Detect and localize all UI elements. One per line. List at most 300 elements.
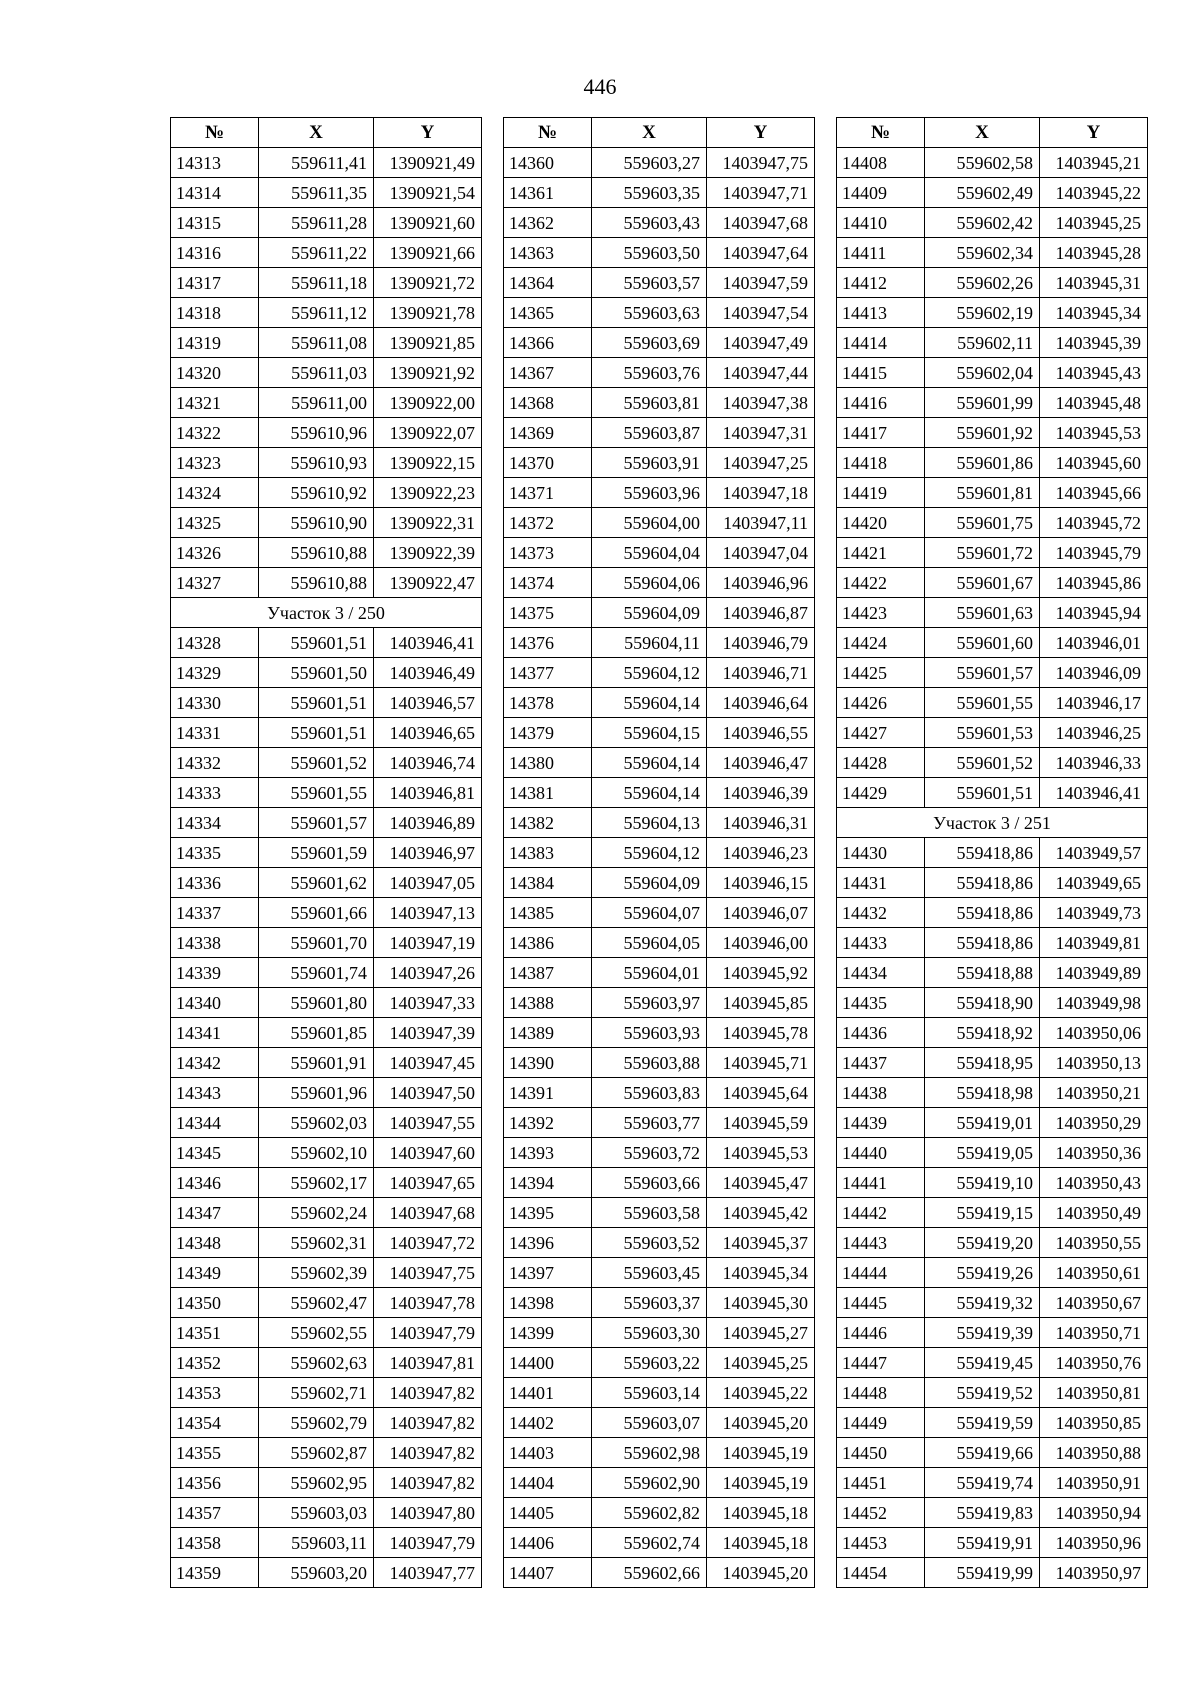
point-number: 14343 <box>171 1078 259 1108</box>
coord-y: 1403947,05 <box>374 868 482 898</box>
point-number: 14414 <box>837 328 925 358</box>
table-row <box>837 958 1148 988</box>
table-row <box>837 568 1148 598</box>
coord-y: 1403945,18 <box>707 1528 815 1558</box>
table-row <box>837 898 1148 928</box>
table-row <box>171 958 482 988</box>
coord-y: 1390921,66 <box>374 238 482 268</box>
table-row <box>504 328 815 358</box>
point-number: 14407 <box>504 1558 592 1588</box>
coord-y: 1403950,61 <box>1040 1258 1148 1288</box>
table-row <box>837 268 1148 298</box>
point-number: 14412 <box>837 268 925 298</box>
table-row <box>171 658 482 688</box>
point-number: 14366 <box>504 328 592 358</box>
coord-x: 559611,35 <box>259 178 374 208</box>
coord-x: 559601,51 <box>259 718 374 748</box>
coord-x: 559610,92 <box>259 478 374 508</box>
coord-x: 559601,74 <box>259 958 374 988</box>
coord-x: 559611,41 <box>259 148 374 178</box>
table-row <box>171 1078 482 1108</box>
point-number: 14340 <box>171 988 259 1018</box>
coord-x: 559603,07 <box>592 1408 707 1438</box>
point-number: 14397 <box>504 1258 592 1288</box>
table-row <box>171 628 482 658</box>
table-header-row <box>504 118 815 148</box>
section-row <box>171 598 482 628</box>
table-row <box>504 298 815 328</box>
coord-y: 1403945,18 <box>707 1498 815 1528</box>
table-row <box>837 1498 1148 1528</box>
coord-y: 1403947,39 <box>374 1018 482 1048</box>
table-row <box>837 1408 1148 1438</box>
point-number: 14338 <box>171 928 259 958</box>
coord-x: 559602,24 <box>259 1198 374 1228</box>
coord-y: 1403950,88 <box>1040 1438 1148 1468</box>
table-row <box>837 1468 1148 1498</box>
point-number: 14315 <box>171 208 259 238</box>
point-number: 14451 <box>837 1468 925 1498</box>
point-number: 14405 <box>504 1498 592 1528</box>
point-number: 14401 <box>504 1378 592 1408</box>
table-row <box>171 1168 482 1198</box>
coord-x: 559419,52 <box>925 1378 1040 1408</box>
point-number: 14434 <box>837 958 925 988</box>
table-row <box>504 868 815 898</box>
coord-x: 559419,83 <box>925 1498 1040 1528</box>
point-number: 14333 <box>171 778 259 808</box>
point-number: 14418 <box>837 448 925 478</box>
coord-y: 1390922,15 <box>374 448 482 478</box>
coord-y: 1390921,85 <box>374 328 482 358</box>
table-row <box>171 418 482 448</box>
table-row <box>171 568 482 598</box>
point-number: 14362 <box>504 208 592 238</box>
table-row <box>171 718 482 748</box>
coord-x: 559603,72 <box>592 1138 707 1168</box>
table-row <box>171 1138 482 1168</box>
coord-y: 1403947,65 <box>374 1168 482 1198</box>
point-number: 14450 <box>837 1438 925 1468</box>
coord-y: 1403947,25 <box>707 448 815 478</box>
table-row <box>171 1408 482 1438</box>
coord-x: 559602,49 <box>925 178 1040 208</box>
table-row <box>171 868 482 898</box>
point-number: 14365 <box>504 298 592 328</box>
coord-x: 559603,50 <box>592 238 707 268</box>
table-row <box>837 1348 1148 1378</box>
coord-y: 1403946,81 <box>374 778 482 808</box>
coord-y: 1403945,53 <box>707 1138 815 1168</box>
coord-y: 1403946,89 <box>374 808 482 838</box>
coord-x: 559604,06 <box>592 568 707 598</box>
point-number: 14408 <box>837 148 925 178</box>
point-number: 14423 <box>837 598 925 628</box>
coord-y: 1390921,49 <box>374 148 482 178</box>
table-row <box>504 1558 815 1588</box>
coord-y: 1403946,74 <box>374 748 482 778</box>
header-number: № <box>837 118 925 148</box>
coord-x: 559419,05 <box>925 1138 1040 1168</box>
coord-x: 559602,71 <box>259 1378 374 1408</box>
point-number: 14356 <box>171 1468 259 1498</box>
point-number: 14367 <box>504 358 592 388</box>
coord-x: 559601,59 <box>259 838 374 868</box>
point-number: 14430 <box>837 838 925 868</box>
point-number: 14369 <box>504 418 592 448</box>
coord-y: 1403950,71 <box>1040 1318 1148 1348</box>
point-number: 14328 <box>171 628 259 658</box>
section-title: Участок 3 / 251 <box>837 808 1148 838</box>
point-number: 14320 <box>171 358 259 388</box>
coord-y: 1403946,57 <box>374 688 482 718</box>
point-number: 14355 <box>171 1438 259 1468</box>
coord-x: 559418,90 <box>925 988 1040 1018</box>
point-number: 14348 <box>171 1228 259 1258</box>
coord-y: 1403947,26 <box>374 958 482 988</box>
point-number: 14384 <box>504 868 592 898</box>
point-number: 14363 <box>504 238 592 268</box>
coord-x: 559603,81 <box>592 388 707 418</box>
coord-x: 559418,88 <box>925 958 1040 988</box>
point-number: 14449 <box>837 1408 925 1438</box>
coord-x: 559601,96 <box>259 1078 374 1108</box>
table-row <box>171 148 482 178</box>
coord-y: 1403945,79 <box>1040 538 1148 568</box>
coord-x: 559603,22 <box>592 1348 707 1378</box>
point-number: 14391 <box>504 1078 592 1108</box>
point-number: 14336 <box>171 868 259 898</box>
point-number: 14352 <box>171 1348 259 1378</box>
coord-x: 559419,91 <box>925 1528 1040 1558</box>
table-row <box>837 688 1148 718</box>
point-number: 14378 <box>504 688 592 718</box>
coord-x: 559603,27 <box>592 148 707 178</box>
header-x: X <box>592 118 707 148</box>
coord-y: 1403946,33 <box>1040 748 1148 778</box>
table-row <box>504 808 815 838</box>
coord-y: 1403946,65 <box>374 718 482 748</box>
coord-y: 1403945,30 <box>707 1288 815 1318</box>
point-number: 14394 <box>504 1168 592 1198</box>
coord-y: 1390922,00 <box>374 388 482 418</box>
coord-x: 559603,97 <box>592 988 707 1018</box>
coord-y: 1403950,36 <box>1040 1138 1148 1168</box>
coord-y: 1403945,59 <box>707 1108 815 1138</box>
point-number: 14445 <box>837 1288 925 1318</box>
table-row <box>504 388 815 418</box>
coord-y: 1403946,47 <box>707 748 815 778</box>
coord-y: 1403947,18 <box>707 478 815 508</box>
coord-y: 1403947,49 <box>707 328 815 358</box>
coord-x: 559419,10 <box>925 1168 1040 1198</box>
point-number: 14313 <box>171 148 259 178</box>
coord-y: 1390922,07 <box>374 418 482 448</box>
table-row <box>504 1408 815 1438</box>
coord-x: 559602,79 <box>259 1408 374 1438</box>
coord-y: 1403945,78 <box>707 1018 815 1048</box>
coord-x: 559601,92 <box>925 418 1040 448</box>
coord-x: 559602,90 <box>592 1468 707 1498</box>
coord-x: 559602,66 <box>592 1558 707 1588</box>
point-number: 14454 <box>837 1558 925 1588</box>
point-number: 14413 <box>837 298 925 328</box>
point-number: 14442 <box>837 1198 925 1228</box>
table-row <box>171 1558 482 1588</box>
coord-y: 1403947,78 <box>374 1288 482 1318</box>
point-number: 14361 <box>504 178 592 208</box>
coord-y: 1403950,49 <box>1040 1198 1148 1228</box>
point-number: 14388 <box>504 988 592 1018</box>
coord-y: 1403950,91 <box>1040 1468 1148 1498</box>
coord-x: 559602,74 <box>592 1528 707 1558</box>
table-row <box>837 868 1148 898</box>
coord-x: 559602,04 <box>925 358 1040 388</box>
coord-x: 559602,03 <box>259 1108 374 1138</box>
point-number: 14347 <box>171 1198 259 1228</box>
coord-x: 559601,72 <box>925 538 1040 568</box>
table-row <box>504 358 815 388</box>
coord-y: 1403945,43 <box>1040 358 1148 388</box>
coord-y: 1403947,60 <box>374 1138 482 1168</box>
point-number: 14392 <box>504 1108 592 1138</box>
table-row <box>837 508 1148 538</box>
coord-x: 559610,96 <box>259 418 374 448</box>
coord-x: 559604,12 <box>592 838 707 868</box>
point-number: 14389 <box>504 1018 592 1048</box>
coord-y: 1403945,20 <box>707 1558 815 1588</box>
header-x: X <box>925 118 1040 148</box>
coord-y: 1403947,82 <box>374 1378 482 1408</box>
table-row <box>171 1108 482 1138</box>
coord-x: 559604,13 <box>592 808 707 838</box>
coord-x: 559603,69 <box>592 328 707 358</box>
coord-x: 559604,00 <box>592 508 707 538</box>
table-row <box>504 838 815 868</box>
point-number: 14335 <box>171 838 259 868</box>
coord-y: 1403947,72 <box>374 1228 482 1258</box>
table-row <box>171 358 482 388</box>
table-row <box>504 958 815 988</box>
point-number: 14350 <box>171 1288 259 1318</box>
coord-y: 1403945,25 <box>1040 208 1148 238</box>
coord-x: 559419,26 <box>925 1258 1040 1288</box>
coord-x: 559601,53 <box>925 718 1040 748</box>
coord-y: 1403947,82 <box>374 1438 482 1468</box>
table-row <box>837 1288 1148 1318</box>
coord-x: 559602,26 <box>925 268 1040 298</box>
table-row <box>171 1348 482 1378</box>
coord-x: 559603,77 <box>592 1108 707 1138</box>
coord-y: 1403945,86 <box>1040 568 1148 598</box>
coord-y: 1403945,27 <box>707 1318 815 1348</box>
coord-x: 559610,93 <box>259 448 374 478</box>
coord-x: 559601,57 <box>925 658 1040 688</box>
table-row <box>504 1078 815 1108</box>
coord-y: 1403947,31 <box>707 418 815 448</box>
coord-x: 559603,43 <box>592 208 707 238</box>
point-number: 14448 <box>837 1378 925 1408</box>
point-number: 14420 <box>837 508 925 538</box>
table-row <box>837 928 1148 958</box>
coord-x: 559602,34 <box>925 238 1040 268</box>
point-number: 14431 <box>837 868 925 898</box>
coord-y: 1403947,13 <box>374 898 482 928</box>
coord-y: 1403950,81 <box>1040 1378 1148 1408</box>
coord-x: 559611,08 <box>259 328 374 358</box>
section-title: Участок 3 / 250 <box>171 598 482 628</box>
coord-x: 559604,05 <box>592 928 707 958</box>
coord-x: 559601,52 <box>259 748 374 778</box>
coord-x: 559602,98 <box>592 1438 707 1468</box>
coord-y: 1403947,68 <box>707 208 815 238</box>
point-number: 14327 <box>171 568 259 598</box>
point-number: 14323 <box>171 448 259 478</box>
header-y: Y <box>1040 118 1148 148</box>
point-number: 14433 <box>837 928 925 958</box>
coord-y: 1403945,60 <box>1040 448 1148 478</box>
coord-x: 559601,62 <box>259 868 374 898</box>
table-row <box>504 268 815 298</box>
coord-x: 559603,66 <box>592 1168 707 1198</box>
table-row <box>504 418 815 448</box>
coord-x: 559601,51 <box>259 688 374 718</box>
coord-x: 559603,30 <box>592 1318 707 1348</box>
point-number: 14353 <box>171 1378 259 1408</box>
point-number: 14415 <box>837 358 925 388</box>
coord-x: 559601,85 <box>259 1018 374 1048</box>
table-row <box>171 1438 482 1468</box>
coord-y: 1403945,42 <box>707 1198 815 1228</box>
coord-y: 1403946,41 <box>374 628 482 658</box>
coord-y: 1403945,66 <box>1040 478 1148 508</box>
table-row <box>504 778 815 808</box>
table-row <box>171 748 482 778</box>
coord-y: 1403945,39 <box>1040 328 1148 358</box>
coord-x: 559419,01 <box>925 1108 1040 1138</box>
point-number: 14440 <box>837 1138 925 1168</box>
point-number: 14424 <box>837 628 925 658</box>
coord-y: 1403949,57 <box>1040 838 1148 868</box>
coord-y: 1403950,76 <box>1040 1348 1148 1378</box>
coord-y: 1403947,81 <box>374 1348 482 1378</box>
coord-x: 559418,86 <box>925 868 1040 898</box>
coord-y: 1403946,39 <box>707 778 815 808</box>
table-row <box>504 1228 815 1258</box>
coord-x: 559601,57 <box>259 808 374 838</box>
coord-x: 559602,87 <box>259 1438 374 1468</box>
coord-x: 559611,12 <box>259 298 374 328</box>
table-row <box>171 778 482 808</box>
coord-y: 1403947,77 <box>374 1558 482 1588</box>
table-row <box>504 658 815 688</box>
coord-y: 1403947,38 <box>707 388 815 418</box>
point-number: 14452 <box>837 1498 925 1528</box>
point-number: 14385 <box>504 898 592 928</box>
table-row <box>504 928 815 958</box>
coord-x: 559419,59 <box>925 1408 1040 1438</box>
table-row <box>837 1078 1148 1108</box>
table-row <box>504 598 815 628</box>
coord-x: 559602,31 <box>259 1228 374 1258</box>
coord-y: 1403950,29 <box>1040 1108 1148 1138</box>
coord-x: 559603,76 <box>592 358 707 388</box>
coord-x: 559603,52 <box>592 1228 707 1258</box>
point-number: 14436 <box>837 1018 925 1048</box>
coord-y: 1403947,33 <box>374 988 482 1018</box>
coord-y: 1403945,19 <box>707 1468 815 1498</box>
coord-y: 1403945,34 <box>707 1258 815 1288</box>
coord-y: 1403950,13 <box>1040 1048 1148 1078</box>
point-number: 14395 <box>504 1198 592 1228</box>
table-row <box>504 508 815 538</box>
point-number: 14322 <box>171 418 259 448</box>
coord-y: 1403947,54 <box>707 298 815 328</box>
point-number: 14349 <box>171 1258 259 1288</box>
coord-y: 1403947,55 <box>374 1108 482 1138</box>
point-number: 14318 <box>171 298 259 328</box>
coord-x: 559604,09 <box>592 598 707 628</box>
coord-y: 1403947,59 <box>707 268 815 298</box>
point-number: 14337 <box>171 898 259 928</box>
coord-x: 559602,47 <box>259 1288 374 1318</box>
coord-y: 1403945,20 <box>707 1408 815 1438</box>
table-row <box>171 1378 482 1408</box>
coord-x: 559601,80 <box>259 988 374 1018</box>
table-row <box>171 1468 482 1498</box>
point-number: 14441 <box>837 1168 925 1198</box>
table-row <box>171 508 482 538</box>
coordinates-table-3 <box>836 117 1148 1588</box>
point-number: 14398 <box>504 1288 592 1318</box>
table-row <box>171 268 482 298</box>
coord-y: 1403945,64 <box>707 1078 815 1108</box>
coord-y: 1403946,55 <box>707 718 815 748</box>
point-number: 14339 <box>171 958 259 988</box>
coord-y: 1403945,48 <box>1040 388 1148 418</box>
coord-x: 559611,18 <box>259 268 374 298</box>
point-number: 14359 <box>171 1558 259 1588</box>
point-number: 14358 <box>171 1528 259 1558</box>
point-number: 14371 <box>504 478 592 508</box>
coord-y: 1403946,41 <box>1040 778 1148 808</box>
coord-x: 559602,63 <box>259 1348 374 1378</box>
coord-y: 1403945,22 <box>1040 178 1148 208</box>
table-row <box>504 1258 815 1288</box>
table-row <box>171 1228 482 1258</box>
table-row <box>171 178 482 208</box>
coord-x: 559602,95 <box>259 1468 374 1498</box>
coord-x: 559603,37 <box>592 1288 707 1318</box>
coord-x: 559604,12 <box>592 658 707 688</box>
coord-x: 559419,15 <box>925 1198 1040 1228</box>
coord-x: 559419,20 <box>925 1228 1040 1258</box>
point-number: 14325 <box>171 508 259 538</box>
point-number: 14429 <box>837 778 925 808</box>
table-row <box>171 898 482 928</box>
coord-x: 559601,50 <box>259 658 374 688</box>
point-number: 14426 <box>837 688 925 718</box>
coord-y: 1403945,21 <box>1040 148 1148 178</box>
table-header-row <box>837 118 1148 148</box>
point-number: 14331 <box>171 718 259 748</box>
header-y: Y <box>374 118 482 148</box>
coord-y: 1403945,19 <box>707 1438 815 1468</box>
coord-y: 1403945,53 <box>1040 418 1148 448</box>
coord-x: 559419,74 <box>925 1468 1040 1498</box>
table-row <box>171 808 482 838</box>
coord-y: 1403950,55 <box>1040 1228 1148 1258</box>
